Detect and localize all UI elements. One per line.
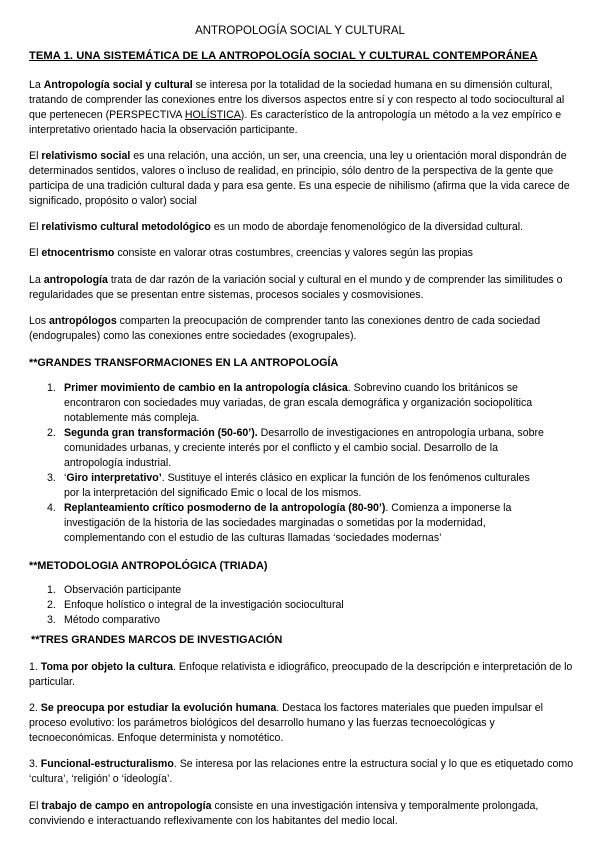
paragraph-fieldwork: El trabajo de campo en antropología consiste en una investigación intensiva y temporalmente prolongada, conviviendo e interactuando reflexivamente con los habitantes del medio local.: [29, 800, 539, 827]
list-item: 4. Replanteamiento crítico posmoderno de la antropología (80-90’). Comienza a imponerse la investigación de la historia de las sociedades marginadas o sometidas por la modernidad, complementando con el estudio de las culturas llamadas ‘sociedades modernas’: [47, 502, 512, 544]
section-heading-methodology: **METODOLOGIA ANTROPOLÓGICA (TRIADA): [29, 560, 268, 572]
paragraph-anthropologists: Los antropólogos comparten la preocupación de comprender tanto las conexiones dentro de cada sociedad (endogrupales) como las conexiones entre sociedades (exogrupales).: [29, 315, 541, 342]
term: etnocentrismo: [41, 247, 115, 259]
list-item: 3. Método comparativo: [47, 614, 160, 626]
term: antropología: [43, 274, 108, 286]
underlined-term: HOLÍSTICA: [184, 109, 241, 121]
section-heading-frameworks: **TRES GRANDES MARCOS DE INVESTIGACIÓN: [31, 634, 283, 646]
document-title: ANTROPOLOGÍA SOCIAL Y CULTURAL: [195, 25, 405, 37]
section-heading-transformations: **GRANDES TRANSFORMACIONES EN LA ANTROPOLOGÍA: [29, 357, 339, 369]
paragraph-anthropology: La antropología trata de dar razón de la variación social y cultural en el mundo y de comprender las similitudes o regularidades que se presentan entre sistemas, procesos sociales y cosmovisiones.: [29, 274, 563, 301]
list-item: 1. Primer movimiento de cambio en la antropología clásica. Sobrevino cuando los británicos se encontraron con sociedades muy variadas, de gran escala demográfica y organización sociopolítica notablemente más compleja.: [47, 382, 533, 424]
term: relativismo cultural metodológico: [41, 221, 211, 233]
term: relativismo social: [41, 150, 131, 162]
methods-list: [29, 583, 547, 628]
term: Antropología social y cultural: [43, 79, 193, 91]
paragraph-ethnocentrism: El etnocentrismo consiste en valorar otras costumbres, creencias y valores según las propias: [29, 247, 473, 259]
transformations-list: [29, 381, 547, 546]
list-item: 1. Observación participante: [47, 584, 182, 596]
list-item: 2. Enfoque holístico o integral de la investigación sociocultural: [47, 599, 344, 611]
paragraph-social-cultural-anthropology: La Antropología social y cultural se interesa por la totalidad de la sociedad humana en su dimensión cultural, tratando de comprender las conexiones entre los diversos aspectos entre sí y con respecto al todo sociocultural al que pertenecen (PERSPECTIVA HOLÍSTICA). Es característico de la antropología un método a la vez empírico e interpretativo orientado hacia la observación participante.: [29, 79, 565, 136]
topic-heading: TEMA 1. UNA SISTEMÁTICA DE LA ANTROPOLOGÍA SOCIAL Y CULTURAL CONTEMPORÁNEA: [29, 50, 538, 62]
list-item: 3. ‘Giro interpretativo’. Sustituye el interés clásico en explicar la función de los fenómenos culturales por la interpretación del significado Emic o local de los mismos.: [47, 472, 530, 499]
framework-item: 3. Funcional-estructuralismo. Se interesa por las relaciones entre la estructura social y lo que es etiquetado como ‘cultura’, ‘religión’ o ‘ideología’.: [29, 758, 574, 785]
term: antropólogos: [49, 315, 117, 327]
paragraph-methodological-relativism: El relativismo cultural metodológico es un modo de abordaje fenomenológico de la diversidad cultural.: [29, 221, 524, 233]
list-item: 2. Segunda gran transformación (50-60’). Desarrollo de investigaciones en antropología urbana, sobre comunidades urbanas, y creciente interés por el conflicto y el cambio social. Desarrollo de la antropología industrial.: [47, 427, 544, 469]
paragraph-social-relativism: El relativismo social es una relación, una acción, un ser, una creencia, una ley u orientación moral dispondrán de determinados sentidos, valores o incluso de realidad, en principio, sólo dentro de la perspectiva de la gente que participa de una tradición cultural dada y para esa gente. Es una especie de nihilismo (afirma que la vida carece de significado, propósito o valor) social: [29, 150, 570, 207]
framework-item: 2. Se preocupa por estudiar la evolución humana. Destaca los factores materiales que pueden impulsar el proceso evolutivo: los parámetros biológicos del desarrollo humano y las fuerzas tecnoecológicas y tecnoeconómicas. Enfoque determinista y nomotético.: [29, 702, 544, 744]
term: trabajo de campo en antropología: [41, 800, 212, 812]
framework-item: 1. Toma por objeto la cultura. Enfoque relativista e idiográfico, preocupado de la descripción e interpretación de lo particular.: [29, 661, 573, 688]
